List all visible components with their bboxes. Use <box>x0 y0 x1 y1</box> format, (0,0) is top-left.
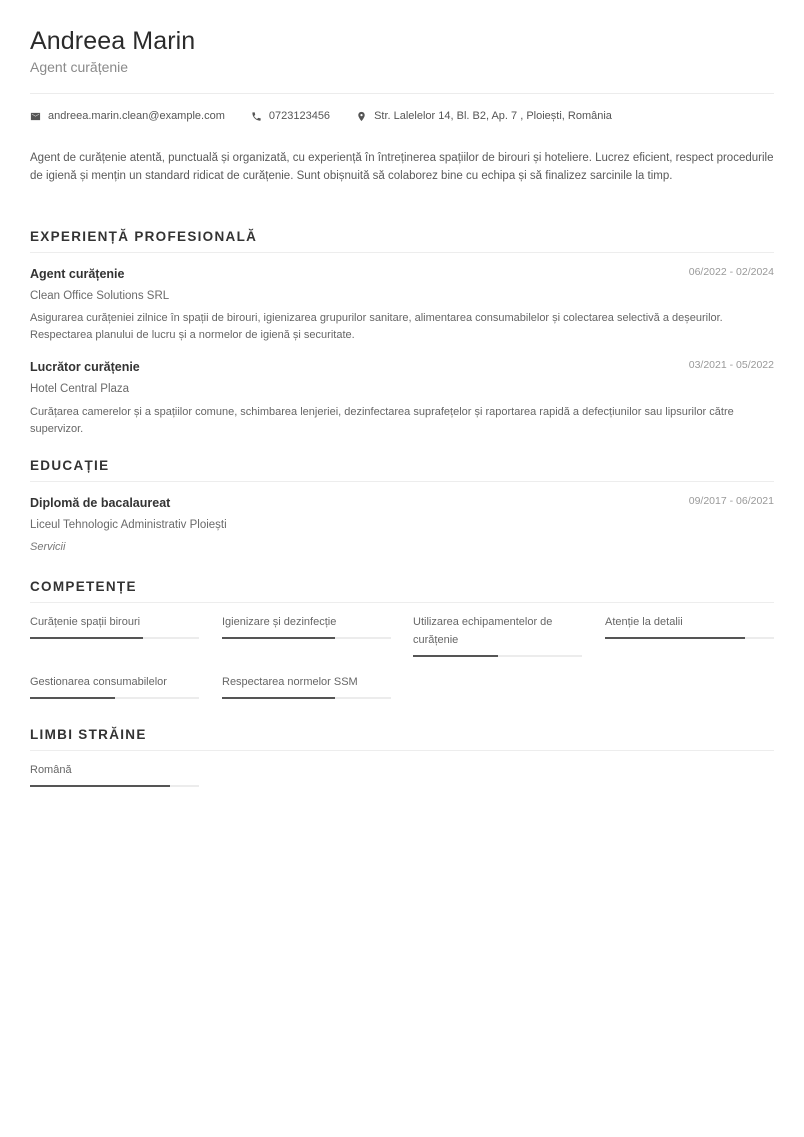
address-text: Str. Lalelelor 14, Bl. B2, Ap. 7 , Ploiești, România <box>374 110 612 122</box>
section-divider <box>30 481 774 482</box>
skill-item <box>413 613 582 657</box>
skill-level-fill <box>30 697 115 699</box>
education-dates: 09/2017 - 06/2021 <box>688 495 774 507</box>
job-role: Agent curățenie <box>30 267 125 281</box>
section-divider <box>30 750 774 751</box>
skill-level-bar <box>222 637 391 639</box>
skill-label: Curățenie spații birouri <box>30 616 141 628</box>
skill-level-fill <box>605 637 745 639</box>
job-dates: 03/2021 - 05/2022 <box>688 359 774 371</box>
skill-item <box>222 673 391 699</box>
skill-item <box>30 613 199 639</box>
contact-address <box>356 110 612 122</box>
skill-level-fill <box>222 697 335 699</box>
field-of-study: Servicii <box>30 541 66 553</box>
skill-label: Utilizarea echipamentelor de curățenie <box>413 616 553 646</box>
contact-phone[interactable] <box>251 110 330 122</box>
section-divider <box>30 252 774 253</box>
skill-label: Respectarea normelor SSM <box>222 676 358 688</box>
envelope-icon <box>30 111 41 122</box>
profile-summary: Agent de curățenie atentă, punctuală și organizată, cu experiență în întreținerea spațiilor de birouri și hoteliere. Lucrez eficient, respect procedurile de igienă și mențin un standard ridicat de curățenie. Sunt obișnuită să colaborez bine cu echipa și să finalizez sarcinile la timp. <box>30 152 774 182</box>
language-label: Română <box>30 764 72 776</box>
contact-email[interactable] <box>30 110 225 122</box>
candidate-name: Andreea Marin <box>30 27 196 55</box>
candidate-title: Agent curățenie <box>30 59 129 75</box>
language-level-bar <box>30 785 199 787</box>
language-item <box>30 761 199 787</box>
job-dates: 06/2022 - 02/2024 <box>688 266 774 278</box>
skill-item <box>30 673 199 699</box>
email-text: andreea.marin.clean@example.com <box>48 110 225 122</box>
job-company: Clean Office Solutions SRL <box>30 290 170 302</box>
phone-text: 0723123456 <box>268 110 331 122</box>
skill-label: Igienizare și dezinfecție <box>222 616 337 628</box>
section-title-education: EDUCAȚIE <box>30 458 110 473</box>
degree: Diplomă de bacalaureat <box>30 496 171 510</box>
skill-level-fill <box>413 655 498 657</box>
skill-level-bar <box>222 697 391 699</box>
section-title-skills: COMPETENȚE <box>30 579 137 594</box>
school-name: Liceul Tehnologic Administrativ Ploiești <box>30 519 227 531</box>
skill-level-bar <box>413 655 582 657</box>
section-title-experience: EXPERIENȚĂ PROFESIONALĂ <box>30 229 258 244</box>
map-pin-icon <box>356 111 367 122</box>
skill-level-bar <box>605 637 774 639</box>
skill-item <box>222 613 391 639</box>
job-company: Hotel Central Plaza <box>30 383 130 395</box>
skill-label: Atenție la detalii <box>605 616 683 628</box>
skill-level-fill <box>30 637 143 639</box>
job-role: Lucrător curățenie <box>30 360 140 374</box>
section-title-languages: LIMBI STRĂINE <box>30 727 147 742</box>
skill-item <box>605 613 774 639</box>
skill-label: Gestionarea consumabilelor <box>30 676 167 688</box>
skill-level-bar <box>30 637 199 639</box>
language-level-fill <box>30 785 170 787</box>
phone-icon <box>251 111 262 122</box>
skill-level-fill <box>222 637 335 639</box>
contact-row <box>30 110 638 122</box>
header-divider <box>30 93 774 94</box>
skill-level-bar <box>30 697 199 699</box>
job-description: Asigurarea curățeniei zilnice în spații de birouri, igienizarea grupurilor sanitare, alimentarea consumabilelor și colectarea selectivă a deșeurilor. Respectarea planului de lucru și a normelor de igienă și securitate. <box>30 312 723 341</box>
job-description: Curățarea camerelor și a spațiilor comune, schimbarea lenjeriei, dezinfectarea suprafețelor și raportarea rapidă a defecțiunilor sau lipsurilor către supervizor. <box>30 406 734 435</box>
section-divider <box>30 602 774 603</box>
